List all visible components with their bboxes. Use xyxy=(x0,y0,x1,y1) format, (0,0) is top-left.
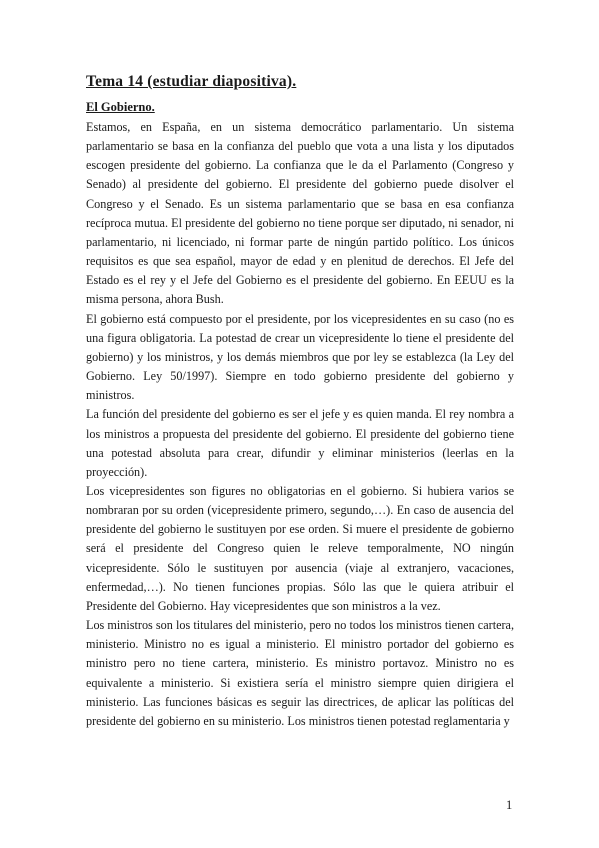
paragraph: Los vicepresidentes son figures no obligatorias en el gobierno. Si hubiera varios se nombraran por su orden (vicepresidente primero, segundo,…). En caso de ausencia del presidente del gobierno le sustituyen por ese orden. Si muere el presidente de gobierno será el presidente del Congreso quien le releve temporalmente, NO ningún vicepresidente. Sólo le sustituyen por ausencia (viaje al extranjero, vacaciones, enfermedad,…). No tienen funciones propias. Sólo las que le quiera atribuir el Presidente del Gobierno. Hay vicepresidentes que son ministros a la vez. xyxy=(86,483,514,613)
paragraph: El gobierno está compuesto por el presidente, por los vicepresidentes en su caso (no es una figura obligatoria. La potestad de crear un vicepresidente lo tiene el presidente del gobierno) y los ministros, y los demás miembros que por ley se establezca (la Ley del Gobierno. Ley 50/1997). Siempre en todo gobierno presidente del gobierno y ministros. xyxy=(86,311,514,403)
paragraph: Estamos, en España, en un sistema democrático parlamentario. Un sistema parlamentario se basa en la confianza del pueblo que vota a una lista y los diputados escogen presidente del gobierno. La confianza que le da el Parlamento (Congreso y Senado) al presidente del gobierno. El presidente del gobierno puede disolver el Congreso y el Senado. Es un sistema parlamentario que se basa en esa confianza recíproca mutua. El presidente del gobierno no tiene porque ser diputado, ni senador, ni parlamentario, ni licenciado, ni formar parte de ningún partido político. Los únicos requisitos es que sea español, mayor de edad y en plenitud de derechos. El Jefe del Estado es el rey y el Jefe del Gobierno es el presidente del gobierno. En EEUU es la misma persona, ahora Bush. xyxy=(86,120,514,307)
section-heading: El Gobierno. xyxy=(86,100,155,114)
page-number: 1 xyxy=(506,798,513,812)
paragraph: La función del presidente del gobierno es ser el jefe y es quien manda. El rey nombra a los ministros a propuesta del presidente del gobierno. El presidente del gobierno tiene una potestad absoluta para crear, difundir y eliminar ministerios (leerlas en la proyección). xyxy=(86,407,514,479)
document-body xyxy=(86,118,514,731)
paragraph: Los ministros son los titulares del ministerio, pero no todos los ministros tienen cartera, ministerio. Ministro no es igual a ministerio. El ministro portador del gobierno es ministro pero no tiene cartera, ministerio. Es ministro portavoz. Ministro no es equivalente a ministerio. Si existiera sería el ministro siempre quien dirigiera el ministerio. Las funciones básicas es seguir las directrices, de aplicar las políticas del presidente del gobierno en su ministerio. Los ministros tienen potestad reglamentaria y xyxy=(86,618,514,728)
document-title: Tema 14 (estudiar diapositiva). xyxy=(86,73,297,90)
